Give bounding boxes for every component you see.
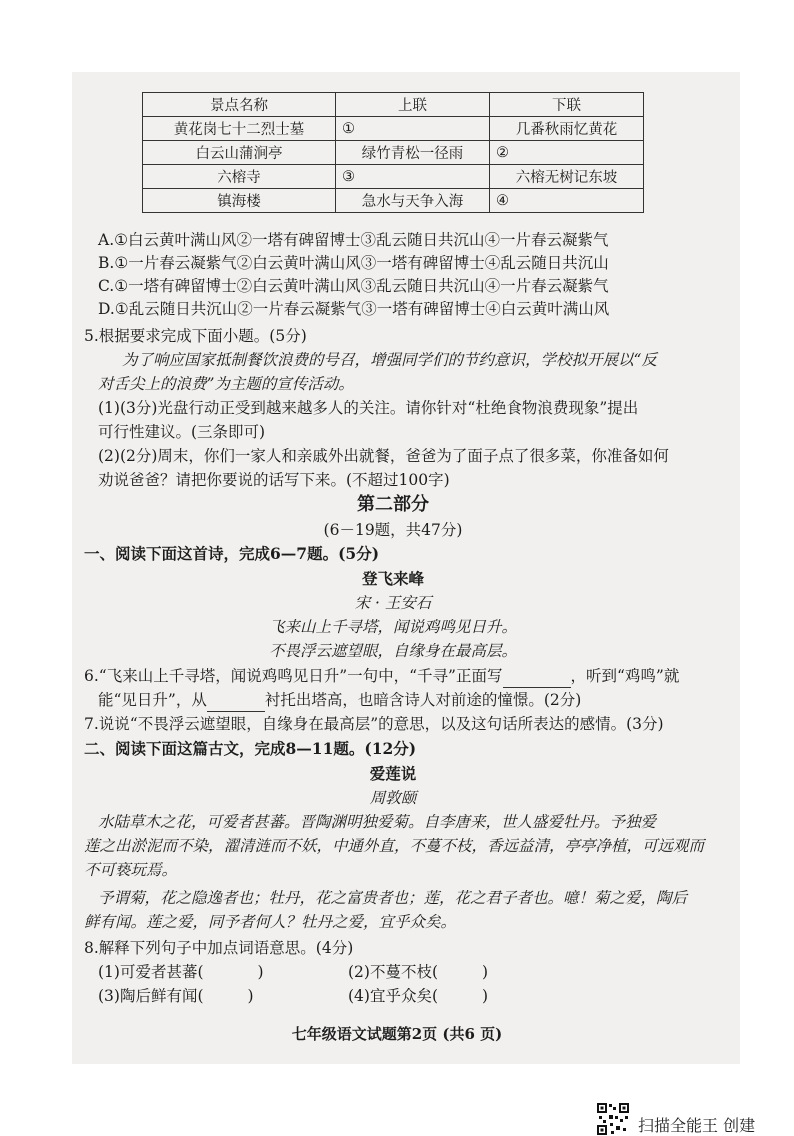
q8-item-text: (1)可爱者甚蕃(: [98, 963, 204, 981]
q8-item-4: [348, 985, 488, 1007]
q8-paren: ): [482, 987, 489, 1005]
q8-item-text: (4)宜乎众矣(: [348, 987, 439, 1005]
table-cell: 急水与天争入海: [336, 189, 490, 213]
q8-title: 8.解释下列句子中加点词语意思。(4分): [84, 939, 354, 957]
table-header: 景点名称: [143, 93, 336, 117]
table-header: 上联: [336, 93, 490, 117]
option-b: B.①一片春云凝紫气②白云黄叶满山风③一塔有碑留博士④乱云随日共沉山: [98, 254, 609, 272]
table-cell: ②: [489, 141, 643, 165]
q8-item-text: (3)陶后鲜有闻(: [98, 987, 204, 1005]
q8-item-3: [98, 985, 254, 1007]
q8-item-2: [348, 961, 488, 983]
table-row: [143, 165, 644, 189]
table-cell: 镇海楼: [143, 189, 336, 213]
q5-sub2-line1: (2)(2分)周末，你们一家人和亲戚外出就餐，爸爸为了面子点了很多菜，你准备如何: [98, 447, 669, 465]
section2-heading: 二、阅读下面这篇古文，完成8—11题。(12分): [84, 739, 417, 758]
table-cell: 绿竹青松一径雨: [336, 141, 490, 165]
table-row: [143, 141, 644, 165]
table-cell: 白云山蒲涧亭: [143, 141, 336, 165]
poem-author: 宋 · 王安石: [354, 594, 432, 612]
q6-line1: [84, 665, 679, 688]
essay-author: 周敦颐: [369, 789, 417, 807]
part2-title: 第二部分: [357, 494, 429, 515]
essay-p1-line2: 莲之出淤泥而不染，濯清涟而不妖，中通外直，不蔓不枝，香远益清，亭亭净植，可远观而: [84, 837, 705, 855]
q8-paren: ): [247, 987, 254, 1005]
q8-answer-1[interactable]: [204, 961, 258, 983]
essay-title: 爱莲说: [369, 764, 417, 783]
q6-blank-2[interactable]: [207, 689, 265, 712]
option-c: C.①一塔有碑留博士②白云黄叶满山风③乱云随日共沉山④一片春云凝紫气: [98, 277, 609, 295]
table-row: [143, 189, 644, 213]
q7-text: 7.说说“不畏浮云遮望眼，自缘身在最高层”的意思，以及这句话所表达的感情。(3分): [84, 715, 664, 733]
option-d: D.①乱云随日共沉山②一片春云凝紫气③一塔有碑留博士④白云黄叶满山风: [98, 300, 610, 318]
q8-paren: ): [482, 963, 489, 981]
table-cell: ①: [336, 117, 490, 141]
q5-sub2-line2: 劝说爸爸？请把你要说的话写下来。(不超过100字): [98, 471, 450, 489]
table-header-row: [143, 93, 644, 117]
q8-answer-3[interactable]: [204, 985, 248, 1007]
q8-answer-4[interactable]: [438, 985, 482, 1007]
essay-p2-line1: 予谓菊，花之隐逸者也；牡丹，花之富贵者也；莲，花之君子者也。噫！菊之爱，陶后: [98, 889, 688, 907]
q6-line2: [98, 689, 581, 712]
option-a: A.①白云黄叶满山风②一塔有碑留博士③乱云随日共沉山④一片春云凝紫气: [98, 231, 609, 249]
q6-text: 6.“飞来山上千寻塔，闻说鸡鸣见日升”一句中，“千寻”正面写: [84, 667, 503, 685]
page-footer: 七年级语文试题第2页 (共6 页): [291, 1025, 503, 1043]
table-cell: 几番秋雨忆黄花: [489, 117, 643, 141]
table-header: 下联: [489, 93, 643, 117]
section1-heading: 一、阅读下面这首诗，完成6—7题。(5分): [84, 544, 380, 563]
table-cell: 黄花岗七十二烈士墓: [143, 117, 336, 141]
couplet-table: [142, 92, 644, 213]
table-cell: 六榕寺: [143, 165, 336, 189]
part2-subtitle: (6－19题，共47分): [323, 521, 463, 539]
q5-title: 5.根据要求完成下面小题。(5分): [84, 327, 307, 345]
qr-code-icon: [596, 1102, 630, 1136]
poem-title: 登飞来峰: [361, 569, 424, 588]
q6-text: 能“见日升”，从: [98, 691, 207, 709]
q8-item-1: [98, 961, 264, 983]
table-cell: ④: [489, 189, 643, 213]
scanner-watermark: 扫描全能王 创建: [638, 1116, 756, 1135]
essay-p1-line1: 水陆草木之花，可爱者甚蕃。晋陶渊明独爱菊。自李唐来，世人盛爱牡丹。予独爱: [98, 813, 657, 831]
table-cell: 六榕无树记东坡: [489, 165, 643, 189]
essay-p2-line2: 鲜有闻。莲之爱，同予者何人？牡丹之爱，宜乎众矣。: [84, 913, 457, 931]
table-cell: ③: [336, 165, 490, 189]
poem-line-2: 不畏浮云遮望眼，自缘身在最高层。: [268, 642, 517, 660]
q6-text: ，听到“鸡鸣”就: [570, 667, 680, 685]
q5-sub1-line1: (1)(3分)光盘行动正受到越来越多人的关注。请你针对“杜绝食物浪费现象”提出: [98, 399, 639, 417]
q5-sub1-line2: 可行性建议。(三条即可): [98, 423, 266, 441]
table-row: [143, 117, 644, 141]
q8-paren: ): [257, 963, 264, 981]
q8-item-text: (2)不蔓不枝(: [348, 963, 439, 981]
q5-intro-line2: 对舌尖上的浪费”为主题的宣传活动。: [98, 375, 354, 393]
q6-text: 衬托出塔高，也暗含诗人对前途的憧憬。(2分): [264, 691, 582, 709]
q6-blank-1[interactable]: [503, 665, 571, 688]
q8-answer-2[interactable]: [438, 961, 482, 983]
poem-line-1: 飞来山上千寻塔，闻说鸡鸣见日升。: [268, 618, 517, 636]
essay-p1-line3: 不可亵玩焉。: [84, 861, 178, 879]
q5-intro-line1: 为了响应国家抵制餐饮浪费的号召，增强同学们的节约意识，学校拟开展以“反: [122, 351, 657, 369]
